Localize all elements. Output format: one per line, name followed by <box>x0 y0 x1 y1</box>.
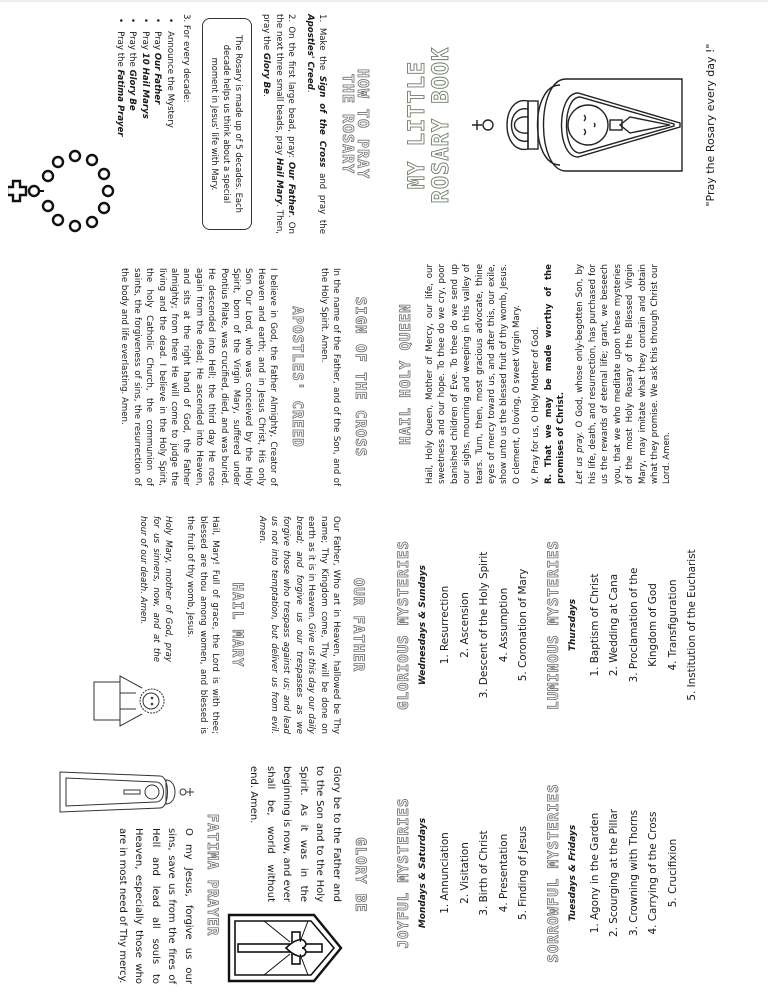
mystery-item: 1. Agony in the Garden <box>588 812 601 934</box>
mystery-item: 3. Birth of Christ <box>478 830 490 916</box>
decade-step <box>151 18 163 234</box>
step-1-suffix: . <box>304 89 315 93</box>
mystery-item: 3. Descent of the Holy Spirit <box>478 551 490 699</box>
decade-steps-list <box>114 18 176 234</box>
mystery-item: 5. Institution of the Eucharist <box>686 549 698 701</box>
decade-step-bold: 10 Hail Marys <box>139 52 150 119</box>
mary-statue-illustration-icon <box>56 766 196 818</box>
panel-glory-be-fatima <box>0 748 384 995</box>
how-to-title <box>340 14 370 234</box>
step-2-text: 2. On the first large bead, pray: <box>286 14 297 162</box>
mystery-item: 5. Coronation of Mary <box>517 568 529 682</box>
panel-glorious-luminous <box>384 500 768 748</box>
mary-small-illustration-icon <box>90 668 170 734</box>
apostles-creed-text: I believe in God, the Father Almighty, Creator of Heaven and earth; and in Jesus Christ, His only Son Our Lord, who was conceived by the Holy Spirit, born of the Virgin Mary, suffered under Pontius Pilate, was crucified, died, and was buried. He descended into Hell; the third day He rose again from the dead; He ascended into Heaven, and sits at the right hand of God, the Father almighty; from there He will come to judge the living and the dead. I believe in the Holy Spirit, the holy Catholic Church, the communion of saints, the forgiveness of sins, the resurrection of the body and life everlasting. Amen. <box>119 268 279 486</box>
decade-step-bold: Glory Be <box>127 69 138 111</box>
mystery-item: 5. Finding of Jesus <box>517 825 529 921</box>
decade-step-bold: Fatima Prayer <box>114 69 125 137</box>
decade-step <box>114 18 126 138</box>
decade-step-text: Announce the Mystery <box>164 31 175 128</box>
decade-step <box>163 18 175 234</box>
our-father-title: OUR FATHER <box>350 577 366 673</box>
panel-how-to-pray <box>0 0 384 250</box>
panel-how-to-pray-slot <box>0 0 384 250</box>
mystery-item: 3. Crowning with Thorns <box>627 809 640 937</box>
cover-title-line2: ROSARY BOOK <box>429 46 454 204</box>
decades-note-box: The Rosary is made up of 5 decades. Each decade helps us think about a special moment in Jesus' life with Mary. <box>202 18 252 230</box>
panel-cover-slot <box>384 0 768 250</box>
decade-step-text: Pray <box>152 31 163 53</box>
glorious-list <box>436 508 534 742</box>
panel-sign-of-cross-and-creed <box>0 250 384 500</box>
fatima-prayer-text: O my Jesus, forgive us our sins, save us from the fires of Hell and lead all souls to Heaven, especially those who are in most need of Thy mercy. <box>116 828 194 984</box>
panel-our-father-slot <box>0 500 384 748</box>
mystery-item: 2. Wedding at Cana <box>608 573 620 677</box>
sign-of-cross-title: SIGN OF THE CROSS <box>352 296 368 458</box>
panel-joyful-sorrowful <box>384 748 768 995</box>
cover-title-line1: MY LITTLE <box>405 60 430 190</box>
panel-hail-holy-queen-slot <box>384 250 768 500</box>
joyful-days: Mondays & Saturdays <box>418 817 428 929</box>
glorious-days: Wednesdays & Sundays <box>418 564 428 686</box>
mystery-item: 4. Transfiguration <box>666 579 679 671</box>
hail-holy-queen-text: Hail, Holy Queen, Mother of Mercy, our life, our sweetness and our hope. To thee do we cry, poor banished children of Eve. To thee do we send up our sighs, mourning and weeping in this valley of tears. Turn, then, most gracious advocate, thine eyes of mercy toward us, and after this, our exile, show unto us the blessed fruit of thy womb, Jesus. O clement, O loving, O sweet Virgin Mary. <box>425 264 522 484</box>
fatima-row <box>56 766 196 984</box>
glorious-title: GLORIOUS MYSTERIES <box>396 540 412 710</box>
stained-glass-window-icon <box>226 912 344 984</box>
panel-hail-holy-queen <box>384 250 768 500</box>
mystery-item: 1. Annunciation <box>439 832 451 914</box>
mystery-item: 5. Crucifixion <box>666 838 679 908</box>
mystery-item: 1. Resurrection <box>439 585 451 665</box>
versicle: V. Pray for us, O Holy Mother of God. <box>531 326 542 484</box>
mystery-item: 2. Scourging at the Pillar <box>608 809 620 937</box>
luminous-days: Thursdays <box>567 598 578 652</box>
panel-cover <box>384 0 768 250</box>
mystery-item: Kingdom of God <box>647 583 659 667</box>
step-1-sign-of-cross: Sign of the Cross <box>317 75 327 168</box>
sorrowful-days: Tuesdays & Fridays <box>567 824 578 922</box>
step-2-text-mid2: . Then, pray the <box>261 14 284 234</box>
rosary-beads-icon <box>8 146 118 236</box>
hail-mary-title: HAIL MARY <box>229 582 246 668</box>
luminous-title: LUMINOUS MYSTERIES <box>545 540 562 710</box>
our-father-text <box>255 516 342 734</box>
closing-prayer <box>574 264 673 484</box>
hail-mary-closing-row <box>90 516 174 734</box>
mystery-item: 1. Baptism of Christ <box>588 573 601 677</box>
mystery-item: 3. Proclamation of the <box>627 567 640 683</box>
how-to-title-line2: THE ROSARY <box>339 73 357 175</box>
decade-step-text: Pray the <box>114 31 125 70</box>
step-2-hail-mary: Hail Mary <box>273 158 284 205</box>
hail-holy-queen-title: HAIL HOLY QUEEN <box>398 303 414 445</box>
mystery-item: 2. Visitation <box>458 842 471 904</box>
joyful-title: JOYFUL MYSTERIES <box>396 797 412 949</box>
glory-be-text: Glory be to the Father and to the Son and to the Holy Spirit. As it was in the beginning is now, and ever shall be, world without end. Amen. <box>248 766 342 902</box>
joyful-list <box>436 756 534 990</box>
mystery-item: 4. Carrying of the Cross <box>647 811 659 935</box>
step-1-text: 1. Make the <box>317 14 327 76</box>
glory-be-row <box>226 766 344 984</box>
decade-step <box>126 18 138 234</box>
hail-mary-text-italic: Holy Mary, mother of God, pray for us sinners, now, and at the hour of our death. Amen. <box>138 516 173 662</box>
our-father-text-plain: Our Father, Who art in Heaven, hallowed be Thy name; Thy Kingdom come, Thy will be done on earth as it is in Heaven. <box>306 516 341 734</box>
cover-quote: "Pray the Rosary every day !" <box>704 43 717 207</box>
step-2-glory-be: Glory Be <box>261 52 272 95</box>
response: R. That we may be made worthy of the promises of Christ. <box>543 264 567 484</box>
our-lady-illustration-icon <box>470 65 690 185</box>
closing-prayer-lead: Let us pray. <box>575 431 586 484</box>
how-to-title-line1: HOW TO PRAY <box>354 68 372 180</box>
our-father-text-italic: Give us this day our daily bread; and forgive us our trespasses as we forgive those who trespass against us; and lead us not into temptation, but deliver us from evil. Amen. <box>256 516 317 735</box>
sorrowful-list <box>586 756 684 990</box>
luminous-list <box>586 508 703 742</box>
step-1 <box>303 14 328 234</box>
mystery-item: 2. Ascension <box>458 592 471 658</box>
panel-glory-be-slot <box>0 748 384 995</box>
sign-of-cross-text: In the name of the Father, and of the Son, and of the Holy Spirit. Amen. <box>318 268 341 486</box>
mystery-item: 4. Presentation <box>497 833 510 913</box>
mystery-item: 4. Assumption <box>497 587 510 663</box>
hail-mary-text: Hail, Mary! Full of grace, the Lord is with thee; blessed are thou among women, and blessed is the fruit of thy womb, Jesus. <box>185 516 221 734</box>
cover-title <box>406 10 454 240</box>
fatima-prayer-title: FATIMA PRAYER <box>204 813 220 937</box>
step-2-our-father: Our Father <box>286 161 297 215</box>
closing-prayer-text: O God, whose only-begotten Son, by his life, death, and resurrection, has purchased for us the rewards of eternal life; grant, we beseech you, that we who meditate upon these mysteries of the most Holy Rosary of the Blessed Virgin Mary, may imitate what they contain and obtain what they promise. We ask this through Christ our Lord. Amen. <box>575 264 673 484</box>
glory-be-title: GLORY BE <box>352 837 368 913</box>
step-1-text-mid: and pray the <box>317 167 327 235</box>
panel-creed-slot <box>0 250 384 500</box>
step-2-suffix: . <box>261 94 272 97</box>
sorrowful-title: SORROWFUL MYSTERIES <box>545 783 562 963</box>
apostles-creed-title: APOSTLES' CREED <box>289 306 306 448</box>
decade-step-text: Pray the <box>127 31 138 70</box>
panel-our-father-hail-mary <box>0 500 384 748</box>
decade-step-text: Pray <box>139 31 150 53</box>
step-1-apostles-creed: Apostles' Creed <box>304 14 315 90</box>
step-2 <box>260 14 297 234</box>
step-2-text-mid: . On the next three small beads, pray <box>273 14 297 234</box>
decade-step <box>138 18 150 234</box>
panel-glorious-luminous-slot <box>384 500 768 748</box>
decade-step-bold: Our Father <box>152 52 163 105</box>
panel-joyful-sorrowful-slot <box>384 748 768 995</box>
step-3: 3. For every decade: <box>180 14 191 103</box>
